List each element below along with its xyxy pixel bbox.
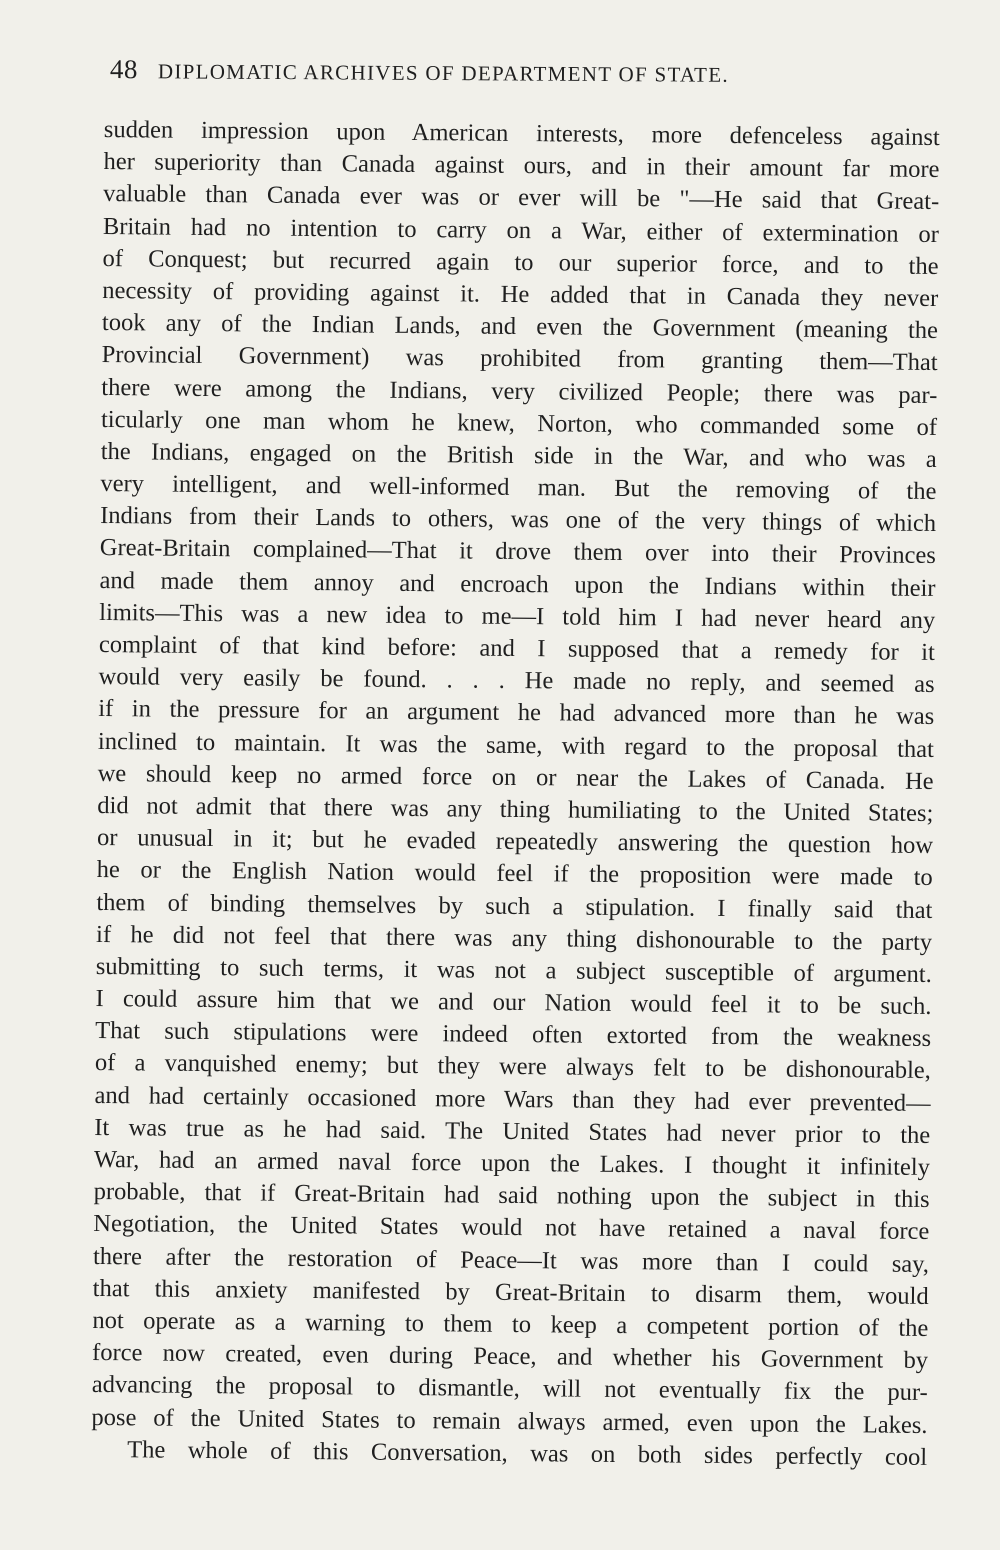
text-line: That such stipulations were indeed often extorted from the weakness [95,1017,932,1053]
text-line: or unusual in it; but he evaded repeatedly answering the question how [96,824,934,860]
text-line: submitting to such terms, it was not a subject susceptible of argument. [95,952,932,988]
text-line: limits—This was a new idea to me—I told him I had never heard any [99,598,936,634]
text-line: Great-Britain complained—That it drove them over into their Provinces [99,534,936,570]
text-line: valuable than Canada ever was or ever will be "—He said that Great- [103,180,940,216]
text-line: I could assure him that we and our Nation would feel it to be such. [95,985,932,1021]
text-line: force now created, even during Peace, and whether his Government by [91,1339,929,1375]
text-line: would very easily be found. . . . He made no reply, and seemed as [98,663,935,699]
text-line: of Conquest; but recurred again to our superior force, and to the [102,244,939,280]
page-number: 48 [109,54,138,85]
text-line: of a vanquished enemy; but they were always felt to be dishonourable, [94,1049,931,1085]
text-line: advancing the proposal to dismantle, will not eventually fix the pur- [91,1371,928,1407]
text-line: It was true as he had said. The United States had never prior to the [94,1113,931,1149]
text-line: there after the restoration of Peace—It was more than I could say, [92,1242,930,1278]
text-line: and made them annoy and encroach upon the Indians within their [99,566,936,602]
running-header [110,54,910,99]
text-line: War, had an armed naval force upon the Lakes. I thought it infinitely [93,1145,931,1181]
text-line: probable, that if Great-Britain had said nothing upon the subject in this [93,1178,930,1214]
text-line: there were among the Indians, very civilized People; there was par- [101,373,938,409]
body-text [91,114,940,1474]
text-line: that this anxiety manifested by Great-Britain to disarm them, would [92,1274,929,1310]
text-line: pose of the United States to remain always armed, even upon the Lakes. [91,1403,928,1439]
text-line: her superiority than Canada against ours, and in their amount far more [103,148,940,184]
text-line: them of binding themselves by such a stipulation. I finally said that [96,888,933,924]
text-line: very intelligent, and well-informed man. But the removing of the [100,470,937,506]
text-line: took any of the Indian Lands, and even the Government (meaning the [101,309,939,345]
text-line: he or the English Nation would feel if the proposition were made to [96,856,933,892]
text-line: Britain had no intention to carry on a War, either of extermination or [102,212,940,248]
text-line: necessity of providing against it. He added that in Canada they never [102,276,939,312]
text-line: and had certainly occasioned more Wars than they had ever prevented— [94,1081,931,1117]
text-line: not operate as a warning to them to keep a competent portion of the [92,1306,929,1342]
text-line: we should keep no armed force on or near the Lakes of Canada. He [97,759,934,795]
text-line: complaint of that kind before: and I supposed that a remedy for it [98,630,935,666]
text-line: did not admit that there was any thing humiliating to the United States; [97,791,934,827]
running-title: DIPLOMATIC ARCHIVES OF DEPARTMENT OF STATE. [157,59,729,87]
text-line: Provincial Government) was prohibited from granting them—That [101,341,938,377]
text-line: inclined to maintain. It was the same, with regard to the proposal that [97,727,935,763]
text-line: the Indians, engaged on the British side in the War, and who was a [100,437,937,473]
text-line: sudden impression upon American interests, more defenceless against [103,115,940,152]
text-line: if in the pressure for an argument he had advanced more than he was [98,695,935,731]
text-line: if he did not feel that there was any thing dishonourable to the party [95,920,933,956]
text-line: Indians from their Lands to others, was one of the very things of which [100,502,937,538]
text-line: Negotiation, the United States would not have retained a naval force [93,1210,930,1246]
text-line: ticularly one man whom he knew, Norton, who commanded some of [100,405,938,441]
text-line-paragraph-start: The whole of this Conversation, was on both sides perfectly cool [127,1435,928,1471]
